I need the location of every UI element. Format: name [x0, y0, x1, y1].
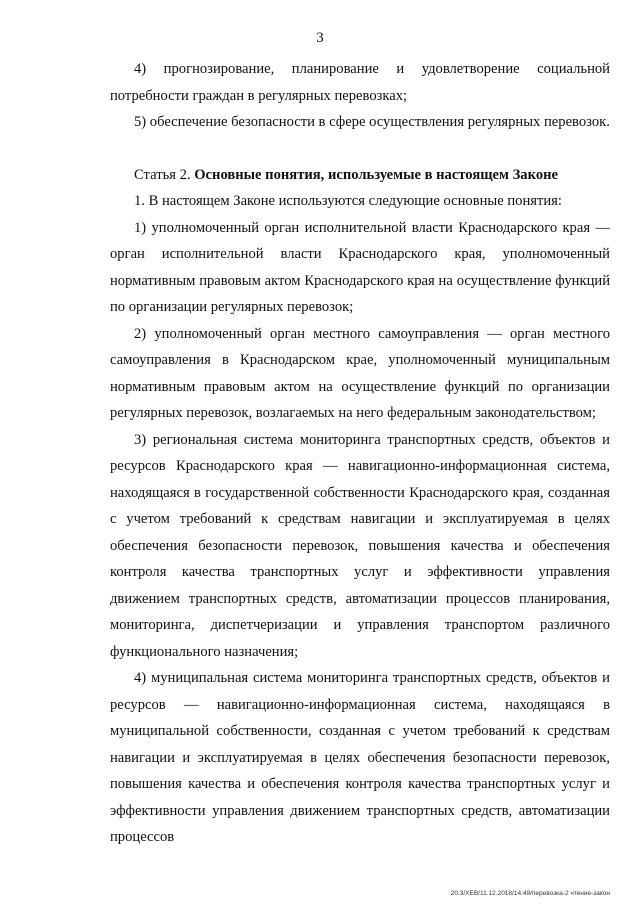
page-number: 3 [316, 30, 324, 46]
article-title: Основные понятия, используемые в настоящем Законе [194, 166, 558, 183]
list-item-forecasting: 4) прогнозирование, планирование и удовлетворение социальной потребности граждан в регулярных перевозках; [110, 61, 610, 104]
article-heading [110, 162, 610, 189]
definition-municipal-monitoring-system: 4) муниципальная система мониторинга транспортных средств, объектов и ресурсов — навигационно-информационная система, находящаяся в муниципальной собственности, созданная с учетом требований к средствам навигации и эксплуатируемая в целях обеспечения безопасности перевозок, повышения качества и обеспечения контроля качества транспортных услуг и эффективности управления движением транспортных средств, автоматизации процессов [110, 670, 610, 845]
paragraph-spacer [110, 136, 610, 162]
document-body [110, 56, 610, 851]
list-item-safety: 5) обеспечение безопасности в сфере осуществления регулярных перевозок. [134, 114, 610, 130]
document-footer-code: 20.3/XEB/11.12.2018/14:49/перевозка-2 чтение-закон [450, 890, 610, 897]
definition-regional-monitoring-system: 3) региональная система мониторинга транспортных средств, объектов и ресурсов Краснодарского края — навигационно-информационная система, находящаяся в государственной собственности Краснодарского края, созданная с учетом требований к средствам навигации и эксплуатируемая в целях обеспечения безопасности перевозок, повышения качества и обеспечения контроля качества транспортных услуг и эффективности управления движением транспортных средств, автоматизации процессов планирования, мониторинга, диспетчеризации и управления транспортом различного функционального назначения; [110, 431, 610, 660]
article-prefix: Статья 2. [134, 166, 191, 183]
definition-local-authority: 2) уполномоченный орган местного самоуправления — орган местного самоуправления в Краснодарском крае, уполномоченный муниципальным нормативным правовым актом на осуществление функций по организации регулярных перевозок, возлагаемых на него федеральным законодательством; [110, 325, 610, 421]
article-intro: 1. В настоящем Законе используются следующие основные понятия: [134, 193, 562, 209]
definition-regional-authority: 1) уполномоченный орган исполнительной власти Краснодарского края — орган исполнительной власти Краснодарского края, уполномоченный нормативным правовым актом Краснодарского края на осуществление функций по организации регулярных перевозок; [110, 219, 610, 315]
